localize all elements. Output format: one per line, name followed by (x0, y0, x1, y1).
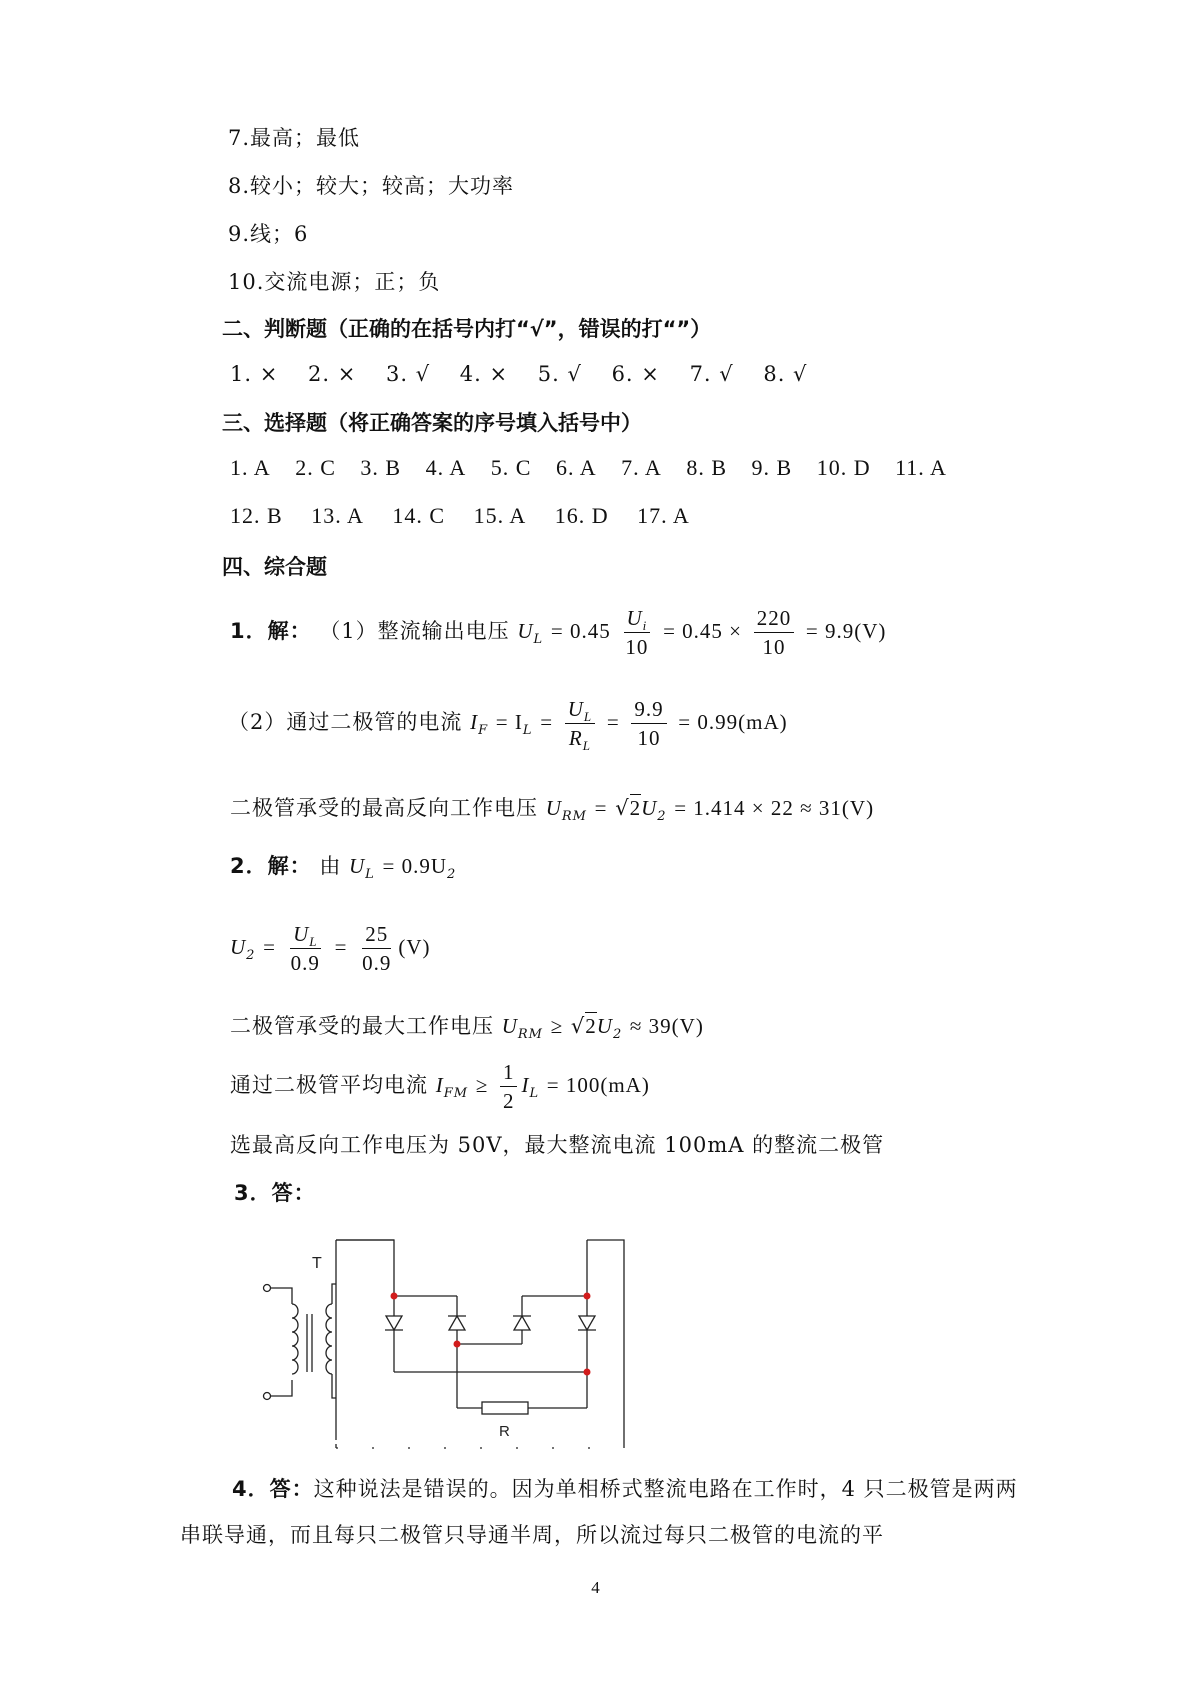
choice-answer: 8. B (686, 455, 727, 480)
q2-line3-text: 二极管承受的最大工作电压 (230, 1014, 494, 1038)
result: = 9.9(V) (805, 619, 887, 644)
section-2-title: 二、判断题（正确的在括号内打“√”，错误的打“”） (222, 317, 712, 341)
fill-answer-7: 7.最高；最低 (228, 126, 361, 150)
subscript: 2 (246, 948, 256, 964)
sqrt-sign: √ (570, 1014, 586, 1038)
choice-answer: 17. A (637, 503, 690, 528)
q2-line4-text: 通过二极管平均电流 (230, 1073, 428, 1098)
wire (271, 1380, 292, 1396)
fraction: $\frac{1}{2}$ (500, 1060, 518, 1113)
var: U (230, 935, 247, 960)
q4-text: 这种说法是错误的。因为单相桥式整流电路在工作时，4 只二极管是两两串联导通，而且每只二极管只导通半周，所以流过每只二极管的电流的平 (180, 1477, 1018, 1547)
q1-part2 (228, 697, 788, 754)
choice-answer: 2. C (295, 455, 336, 480)
circuit-diagram (252, 1232, 672, 1452)
choice-answer: 9. B (751, 455, 793, 480)
wire (336, 1240, 394, 1296)
q2-label: 2．解： (230, 854, 312, 878)
choice-answer: 4. A (425, 455, 467, 480)
choice-answer: 14. C (392, 503, 446, 528)
fraction: $\frac{220}{10}$ (754, 606, 795, 659)
judge-answer: 5. √ (537, 362, 582, 386)
operator: = 0.45 × (663, 619, 743, 644)
operator: ≥ (550, 1014, 564, 1038)
subscript: 2 (612, 1027, 623, 1042)
sqrt-argument: 2 (585, 1014, 597, 1038)
diode-icon (579, 1316, 595, 1330)
judge-answer: 4. × (459, 362, 509, 386)
judge-answer: 2. × (308, 362, 357, 386)
section-4-title: 四、综合题 (222, 555, 327, 579)
fraction: $\frac{U_L}{0.9}$ (290, 922, 320, 976)
choice-answer: 11. A (895, 455, 947, 480)
q4-paragraph (180, 1466, 1020, 1558)
operator: ≥ (475, 1073, 489, 1098)
q2-lead: 由 (319, 854, 342, 878)
fill-answer-9: 9.线；6 (228, 222, 309, 246)
judge-answer: 3. √ (386, 362, 431, 386)
choice-answer: 10. D (816, 455, 871, 480)
q1-part1 (230, 606, 886, 659)
q1-part1-text: （1）整流输出电压 (319, 619, 510, 644)
choice-answer: 15. A (473, 503, 527, 528)
judge-answer: 8. √ (763, 362, 808, 386)
q1-part2-text: （2）通过二极管的电流 (228, 710, 463, 735)
result: = 100(mA) (546, 1073, 650, 1098)
transformer-label: T (312, 1255, 322, 1272)
terminal-icon (264, 1393, 271, 1400)
operator: = (606, 710, 620, 735)
section-2-answers (230, 362, 829, 386)
judge-answer: 7. √ (689, 362, 734, 386)
operator: = (540, 710, 554, 735)
result: = 1.414 × 22 ≈ 31(V) (674, 796, 875, 820)
section-3-title: 三、选择题（将正确答案的序号填入括号中） (222, 411, 642, 435)
primary-coil-icon (292, 1304, 298, 1374)
var: U (501, 1014, 518, 1038)
subscript: 2 (657, 809, 667, 824)
wire (587, 1240, 624, 1448)
q2-line4 (230, 1060, 650, 1113)
resistor-icon (482, 1402, 528, 1414)
var: U (349, 854, 366, 878)
choice-answer: 6. A (555, 455, 597, 480)
var: I (470, 710, 479, 735)
junction-dot (391, 1293, 398, 1300)
subscript: L (529, 1086, 540, 1102)
var: I (435, 1073, 444, 1098)
subscript: F (478, 723, 489, 739)
choice-answer: 16. D (554, 503, 609, 528)
subscript: FM (443, 1086, 469, 1102)
q1-part3 (230, 792, 874, 822)
subscript: L (365, 867, 375, 882)
choice-answer: 12. B (230, 503, 283, 528)
result: = 0.9U (382, 854, 448, 878)
terminal-icon (264, 1285, 271, 1292)
operator: = 0.45 (550, 619, 611, 644)
operator: = (263, 935, 276, 960)
subscript: RM (517, 1027, 543, 1042)
subscript: L (533, 632, 544, 648)
fraction: $\frac{25}{0.9}$ (362, 922, 392, 976)
choice-answer: 5. C (490, 455, 532, 480)
section-3-answers-row-1 (230, 455, 947, 481)
page-number: 4 (591, 1578, 600, 1597)
result: (V) (398, 935, 431, 960)
junction-dot (454, 1341, 461, 1348)
resistor-label: R (499, 1423, 510, 1440)
judge-answer: 1. × (230, 362, 279, 386)
subscript: RM (561, 809, 587, 824)
fraction: $\frac{U_L}{R_L}$ (565, 697, 595, 750)
subscript: L (522, 723, 533, 739)
operator: = I (495, 710, 523, 735)
fraction: $\frac{U_i}{10}$ (625, 606, 649, 660)
junction-dot (584, 1293, 591, 1300)
choice-answer: 7. A (621, 455, 662, 480)
diode-icon (514, 1316, 530, 1330)
judge-answer: 6. × (611, 362, 660, 386)
bridge-rectifier-circuit (252, 1232, 672, 1452)
choice-answer: 13. A (311, 503, 364, 528)
fraction: $\frac{9.9}{10}$ (631, 697, 666, 750)
fill-answer-10: 10.交流电源；正；负 (228, 270, 441, 294)
q4-label: 4．答： (232, 1477, 314, 1501)
var: I (521, 1073, 530, 1098)
operator: = (594, 796, 608, 820)
section-3-answers-row-2 (230, 503, 712, 529)
q2-line1 (230, 850, 456, 880)
sqrt-sign: √ (615, 796, 630, 820)
var: U (596, 1014, 613, 1038)
q1-part3-text: 二极管承受的最高反向工作电压 (230, 796, 538, 820)
diode-icon (386, 1316, 402, 1330)
result: = 0.99(mA) (678, 710, 788, 735)
wire (271, 1288, 292, 1304)
junction-dot (584, 1369, 591, 1376)
subscript: 2 (447, 867, 457, 882)
q2-line3 (230, 1010, 704, 1040)
choice-answer: 3. B (360, 455, 402, 480)
fill-answer-8: 8.较小；较大；较高；大功率 (228, 174, 515, 198)
q2-line5: 选最高反向工作电压为 50V，最大整流电流 100mA 的整流二极管 (230, 1133, 885, 1157)
diode-icon (449, 1316, 465, 1330)
operator: = (334, 935, 348, 960)
sqrt-argument: 2 (629, 796, 642, 820)
q3-label: 3．答： (234, 1181, 316, 1205)
var: U (517, 619, 534, 644)
var: U (545, 796, 562, 820)
secondary-coil-icon (326, 1304, 332, 1374)
var: U (641, 796, 658, 820)
q2-line2 (230, 922, 431, 975)
q1-label: 1．解： (230, 619, 312, 644)
result: ≈ 39(V) (629, 1014, 704, 1038)
choice-answer: 1. A (230, 455, 271, 480)
